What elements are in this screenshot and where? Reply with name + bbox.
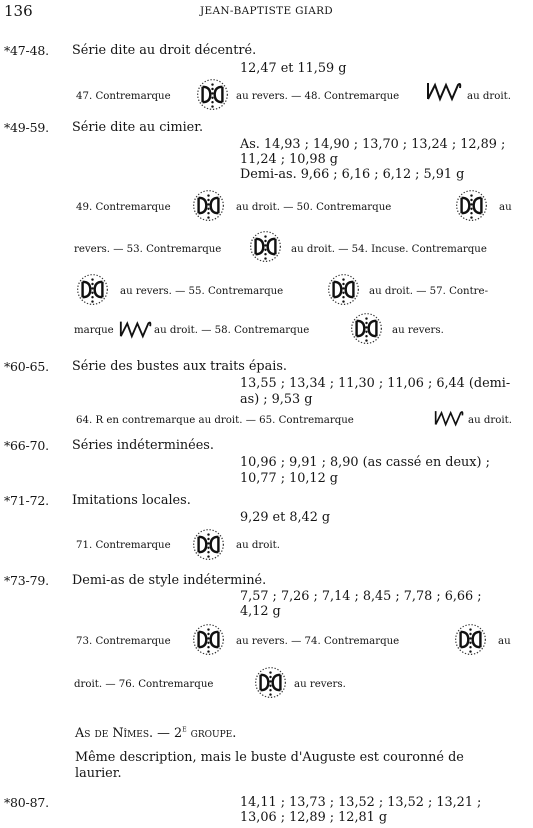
weights: 7,57 ; 7,26 ; 7,14 ; 8,45 ; 7,78 ; 6,66 ; xyxy=(240,589,482,604)
countermark-note: au revers. — 74. Contremarque xyxy=(236,636,400,647)
catalogue-number: *49-59. xyxy=(4,120,49,135)
countermark-note: au xyxy=(499,202,512,213)
countermark-dd-icon xyxy=(76,273,109,306)
countermark-dd-icon xyxy=(254,666,287,699)
running-head: JEAN-BAPTISTE GIARD xyxy=(199,5,334,17)
countermark-mw-icon xyxy=(119,316,152,340)
description-text: Même description, mais le buste d'Auguste est couronné de xyxy=(75,750,464,765)
countermark-note: revers. — 53. Contremarque xyxy=(74,244,222,255)
catalogue-number: *80-87. xyxy=(4,795,49,810)
countermark-dd-icon xyxy=(192,623,225,656)
countermark-note: au xyxy=(498,636,511,647)
countermark-note: 49. Contremarque xyxy=(76,202,171,213)
countermark-mw-icon xyxy=(426,78,462,102)
countermark-note: marque xyxy=(74,325,114,336)
countermark-dd-icon xyxy=(249,230,282,263)
countermark-dd-icon xyxy=(196,78,229,111)
countermark-mw-icon xyxy=(434,407,464,427)
weights: 12,47 et 11,59 g xyxy=(240,61,347,76)
countermark-dd-icon xyxy=(192,528,225,561)
weights: 11,24 ; 10,98 g xyxy=(240,152,338,167)
weights: as) ; 9,53 g xyxy=(240,392,313,407)
weights: 13,06 ; 12,89 ; 12,81 g xyxy=(240,810,388,825)
weights: 9,29 et 8,42 g xyxy=(240,510,331,525)
countermark-dd-icon xyxy=(350,312,383,345)
weights: Demi-as. 9,66 ; 6,16 ; 6,12 ; 5,91 g xyxy=(240,167,465,182)
weights: 10,77 ; 10,12 g xyxy=(240,471,338,486)
countermark-note: au revers. xyxy=(392,325,444,336)
countermark-note: au droit. xyxy=(467,91,511,102)
series-heading: Série des bustes aux traits épais. xyxy=(72,359,287,374)
countermark-note: 73. Contremarque xyxy=(76,636,171,647)
series-heading: Imitations locales. xyxy=(72,493,191,508)
countermark-dd-icon xyxy=(455,189,488,222)
countermark-note: 71. Contremarque xyxy=(76,540,171,551)
countermark-note: au droit. — 50. Contremarque xyxy=(236,202,392,213)
weights: 10,96 ; 9,91 ; 8,90 (as cassé en deux) ; xyxy=(240,455,490,470)
catalogue-number: *71-72. xyxy=(4,493,49,508)
countermark-note: 64. R en contremarque au droit. — 65. Contremarque xyxy=(76,415,354,426)
countermark-note: au revers. — 55. Contremarque xyxy=(120,286,284,297)
countermark-note: au droit. — 54. Incuse. Contremarque xyxy=(291,244,487,255)
catalogue-number: *66-70. xyxy=(4,438,49,453)
countermark-note: au revers. — 48. Contremarque xyxy=(236,91,400,102)
series-heading: Série dite au droit décentré. xyxy=(72,43,257,58)
description-text: laurier. xyxy=(75,766,122,781)
countermark-dd-icon xyxy=(454,623,487,656)
countermark-note: au droit. xyxy=(468,415,512,426)
weights: 4,12 g xyxy=(240,604,281,619)
page-number: 136 xyxy=(4,2,33,20)
series-heading: Série dite au cimier. xyxy=(72,120,204,135)
countermark-note: 47. Contremarque xyxy=(76,91,171,102)
weights: As. 14,93 ; 14,90 ; 13,70 ; 13,24 ; 12,89 ; xyxy=(240,137,506,152)
series-heading: Séries indéterminées. xyxy=(72,438,214,453)
weights: 14,11 ; 13,73 ; 13,52 ; 13,52 ; 13,21 ; xyxy=(240,795,482,810)
countermark-note: au droit. — 57. Contre- xyxy=(369,286,489,297)
series-heading: Demi-as de style indéterminé. xyxy=(72,573,267,588)
section-heading: As de Nîmes. — 2e groupe. xyxy=(75,725,237,742)
catalogue-number: *73-79. xyxy=(4,573,49,588)
catalogue-number: *47-48. xyxy=(4,43,49,58)
countermark-note: au droit. — 58. Contremarque xyxy=(154,325,310,336)
countermark-note: au droit. xyxy=(236,540,280,551)
countermark-note: droit. — 76. Contremarque xyxy=(74,679,214,690)
countermark-note: au revers. xyxy=(294,679,346,690)
countermark-dd-icon xyxy=(192,189,225,222)
weights: 13,55 ; 13,34 ; 11,30 ; 11,06 ; 6,44 (demi- xyxy=(240,376,511,391)
catalogue-number: *60-65. xyxy=(4,359,49,374)
countermark-dd-icon xyxy=(327,273,360,306)
